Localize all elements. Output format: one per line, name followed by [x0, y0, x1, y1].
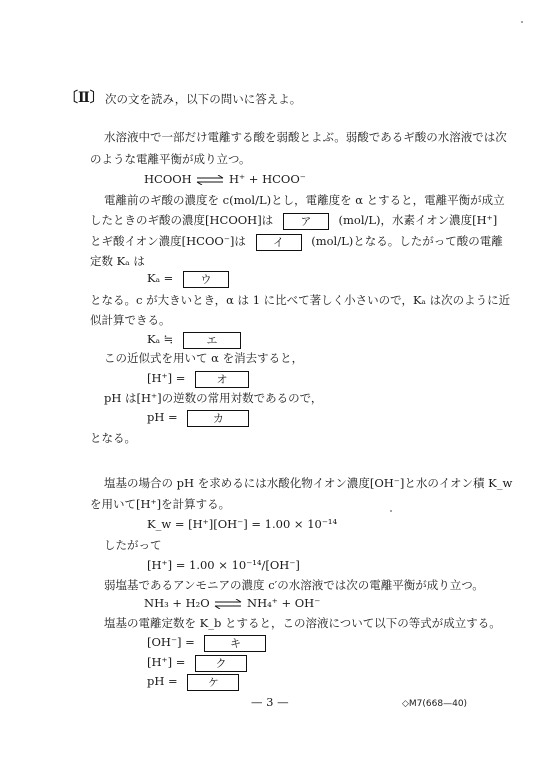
equation-label: Kₐ =: [147, 271, 174, 285]
paragraph-line: pH は[H⁺]の逆数の常用対数であるので，: [104, 391, 323, 405]
paragraph-line: となる。c が大きいとき，α は 1 に比べて著しく小さいので，Kₐ は次のように近: [90, 293, 511, 307]
kw-equation: K_w = [H⁺][OH⁻] = 1.00 × 10⁻¹⁴: [147, 517, 338, 531]
scan-speck: [521, 21, 523, 23]
paragraph-line: を用いて[H⁺]を計算する。: [90, 497, 231, 511]
paragraph-line: この近似式を用いて α を消去すると，: [104, 351, 304, 365]
page-number: — 3 —: [251, 695, 289, 709]
paragraph-line: 弱塩基であるアンモニアの濃度 c′の水溶液では次の電離平衡が成り立つ。: [104, 578, 484, 592]
equation-right: NH₄⁺ + OH⁻: [247, 596, 321, 610]
h-from-oh-equation: [H⁺] = 1.00 × 10⁻¹⁴/[OH⁻]: [147, 558, 300, 572]
equilibrium-equation-ammonia: [144, 595, 320, 611]
ph2-equation: [147, 673, 239, 691]
blank-box-o: オ: [195, 371, 249, 388]
equation-left: NH₃ + H₂O: [144, 596, 210, 610]
paragraph-line: 定数 Kₐ は: [90, 254, 145, 268]
equation-right: H⁺ + HCOO⁻: [229, 172, 306, 186]
line-text: とギ酸イオン濃度[HCOO⁻]は: [90, 234, 246, 248]
paragraph-line: のような電離平衡が成り立つ。: [90, 152, 251, 166]
ka-equation: [147, 270, 229, 288]
h2-equation: [147, 654, 247, 672]
equation-left: HCOOH: [144, 172, 192, 186]
equation-label: Kₐ ≒: [147, 332, 174, 346]
paragraph-line: [90, 212, 497, 230]
line-text: (mol/L)となる。したがって酸の電離: [311, 234, 503, 248]
intro-text: 次の文を読み，以下の問いに答えよ。: [105, 92, 302, 106]
equilibrium-equation-formic-acid: [144, 171, 306, 187]
blank-box-e: エ: [183, 332, 241, 349]
blank-box-ku: ク: [195, 655, 247, 672]
paragraph-line: 似計算できる。: [90, 313, 171, 327]
line-text: したときのギ酸の濃度[HCOOH]は: [90, 213, 274, 227]
equation-label: pH =: [147, 674, 178, 688]
ph-equation: [147, 409, 249, 427]
blank-box-i: イ: [256, 234, 302, 251]
paragraph-line: となる。: [90, 431, 136, 445]
equation-label: [H⁺] =: [147, 655, 186, 669]
paragraph-line: 水溶液中で一部だけ電離する酸を弱酸とよぶ。弱酸であるギ酸の水溶液では次: [104, 130, 507, 144]
line-text: (mol/L)，水素イオン濃度[H⁺]: [338, 213, 498, 227]
paragraph-line: [90, 233, 503, 251]
equation-label: [H⁺] =: [147, 371, 186, 385]
paragraph-line: したがって: [104, 538, 162, 552]
paragraph-line: 塩基の場合の pH を求めるには水酸化物イオン濃度[OH⁻]と水のイオン積 K_w: [104, 476, 513, 490]
blank-box-u: ウ: [183, 271, 229, 288]
h-equation: [147, 370, 249, 388]
oh-equation: [147, 634, 266, 652]
scan-speck: [390, 510, 392, 512]
equation-label: pH =: [147, 410, 178, 424]
equilibrium-arrow-icon: [195, 175, 225, 185]
ka-approx-equation: [147, 331, 241, 349]
footer-code: ◇M7(668—40): [402, 699, 468, 709]
section-label: 〔Ⅱ〕: [64, 90, 104, 106]
equation-label: [OH⁻] =: [147, 635, 195, 649]
blank-box-ke: ケ: [187, 674, 239, 691]
blank-box-ki: キ: [204, 635, 266, 652]
equilibrium-arrow-icon: [213, 599, 243, 609]
blank-box-ka: カ: [187, 410, 249, 427]
paragraph-line: 電離前のギ酸の濃度を c(mol/L)とし，電離度を α とすると，電離平衡が成立: [104, 193, 505, 207]
blank-box-a: ア: [283, 213, 329, 230]
paragraph-line: 塩基の電離定数を K_b とすると，この溶液について以下の等式が成立する。: [104, 616, 501, 630]
